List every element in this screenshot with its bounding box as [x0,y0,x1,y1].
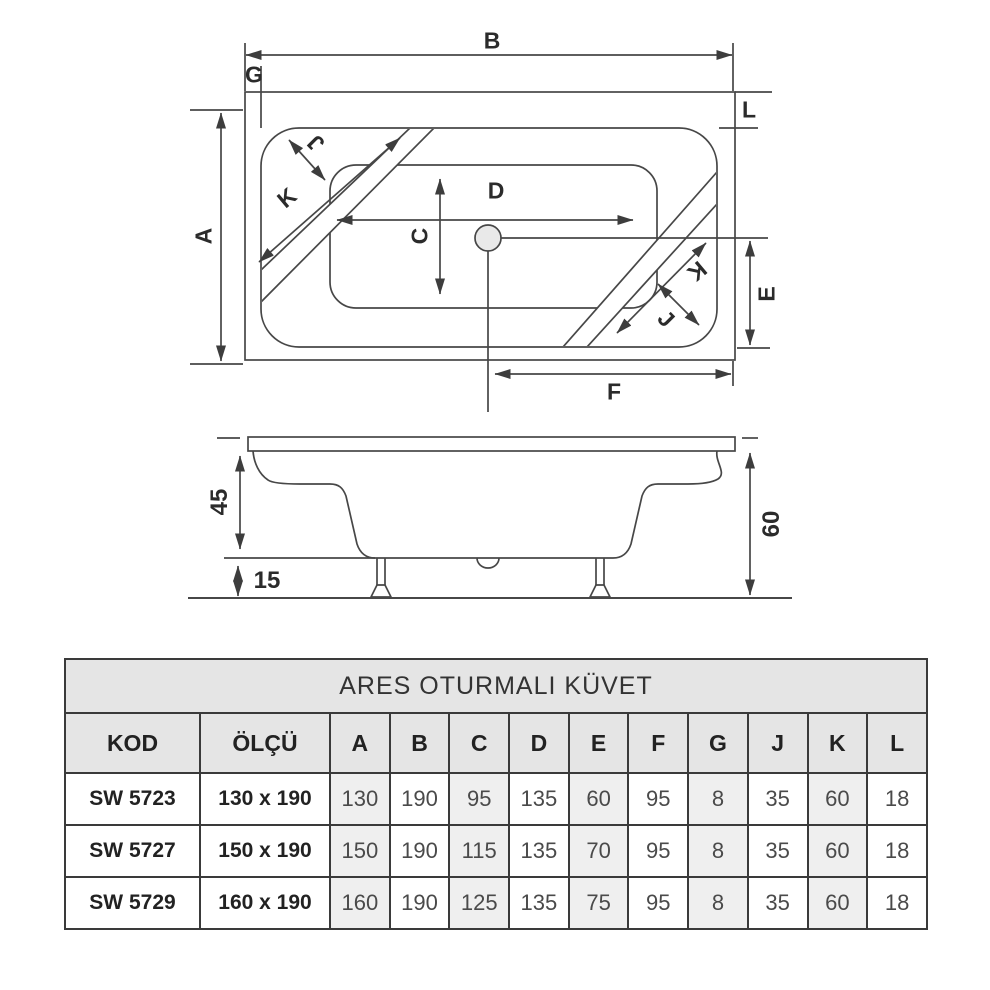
col-header-j: J [748,713,808,773]
dim-label-15: 15 [253,567,281,594]
cell-e: 70 [569,825,629,877]
col-header-e: E [569,713,629,773]
cell-c: 125 [449,877,509,929]
cell-d: 135 [509,877,569,929]
side-view-body [253,451,721,558]
cell-l: 18 [867,773,927,825]
cell-e: 60 [569,773,629,825]
col-header-f: F [628,713,688,773]
table-header-row [65,713,927,773]
cell-kod: SW 5729 [65,877,200,929]
cell-c: 95 [449,773,509,825]
cell-a: 150 [330,825,390,877]
drain-hole [475,225,501,251]
col-header-k: K [808,713,868,773]
dim-label-j-topleft: J [301,129,330,158]
dim-label-b: B [483,27,501,54]
cell-olcu: 150 x 190 [200,825,330,877]
cell-olcu: 130 x 190 [200,773,330,825]
cell-e: 75 [569,877,629,929]
col-header-b: B [390,713,450,773]
dim-label-f: F [606,378,622,405]
cell-d: 135 [509,773,569,825]
cell-g: 8 [688,773,748,825]
table-row [65,877,927,929]
dim-label-j-bottomright: J [652,304,681,333]
cell-b: 190 [390,877,450,929]
cell-f: 95 [628,877,688,929]
dim-label-d: D [487,177,505,204]
dim-label-k-bottomright: K [682,256,713,287]
cell-kod: SW 5723 [65,773,200,825]
col-header-g: G [688,713,748,773]
cell-f: 95 [628,773,688,825]
cell-olcu: 160 x 190 [200,877,330,929]
col-header-olcu: ÖLÇÜ [200,713,330,773]
cell-l: 18 [867,877,927,929]
cell-kod: SW 5727 [65,825,200,877]
cell-g: 8 [688,825,748,877]
tub-leg-right [590,558,610,597]
table-row [65,825,927,877]
cell-j: 35 [748,825,808,877]
cell-c: 115 [449,825,509,877]
col-header-d: D [509,713,569,773]
col-header-l: L [867,713,927,773]
cell-d: 135 [509,825,569,877]
cell-g: 8 [688,877,748,929]
tub-top-view [190,43,772,412]
table-title: ARES OTURMALI KÜVET [65,659,927,713]
cell-j: 35 [748,877,808,929]
table-row [65,773,927,825]
dim-label-45: 45 [206,488,233,516]
cell-b: 190 [390,825,450,877]
cell-b: 190 [390,773,450,825]
dim-label-a: A [190,227,217,245]
col-header-a: A [330,713,390,773]
cell-l: 18 [867,825,927,877]
cell-a: 160 [330,877,390,929]
side-view-rim [248,437,735,451]
dim-label-g: G [245,61,263,88]
cell-k: 60 [808,877,868,929]
side-view-drain-bump [477,558,499,568]
seat-band-top-left [261,128,434,302]
cell-k: 60 [808,773,868,825]
cell-a: 130 [330,773,390,825]
dim-label-e: E [753,286,780,302]
spec-table [64,658,928,930]
dim-label-60: 60 [758,510,785,538]
cell-k: 60 [808,825,868,877]
dim-label-l: L [741,96,757,123]
cell-f: 95 [628,825,688,877]
dim-label-k-topleft: K [271,182,302,213]
col-header-kod: KOD [65,713,200,773]
tub-leg-left [371,558,391,597]
cell-j: 35 [748,773,808,825]
dim-label-c: C [406,227,433,245]
col-header-c: C [449,713,509,773]
table-title-row [65,659,927,713]
